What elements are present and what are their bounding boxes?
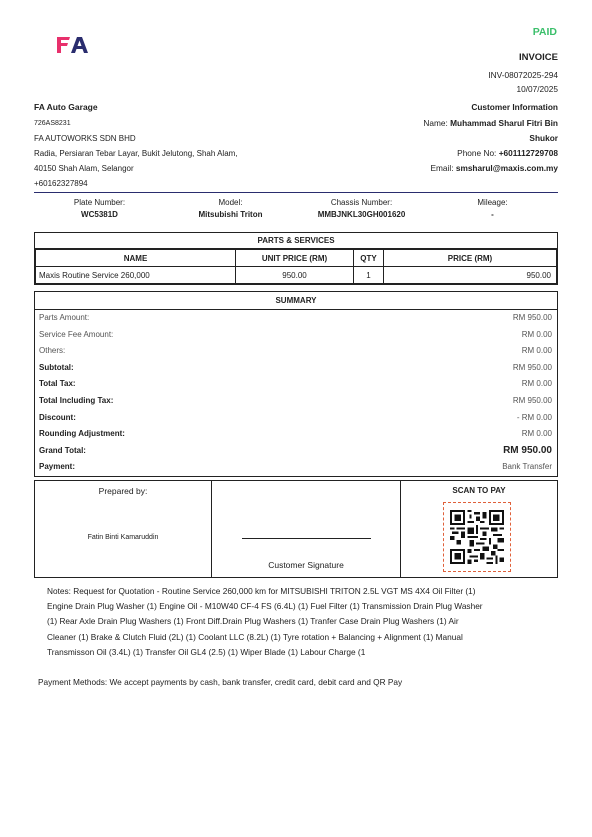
mileage-value: - bbox=[491, 210, 494, 219]
payment-methods: Payment Methods: We accept payments by cash, bank transfer, credit card, debit card and QR Pay bbox=[38, 677, 403, 687]
chassis-value: MMBJNKL30GH001620 bbox=[317, 210, 406, 219]
subtotal-value: RM 950.00 bbox=[512, 362, 552, 372]
service-fee-label: Service Fee Amount: bbox=[39, 329, 114, 339]
discount-label: Discount: bbox=[39, 412, 76, 422]
item-price: 950.00 bbox=[384, 267, 557, 284]
paid-status-badge: PAID bbox=[532, 26, 557, 38]
others-value: RM 0.00 bbox=[521, 346, 552, 356]
item-qty: 1 bbox=[354, 267, 384, 284]
signature-section bbox=[34, 480, 558, 578]
parts-caption: PARTS & SERVICES bbox=[35, 233, 557, 249]
others-label: Others: bbox=[39, 346, 66, 356]
item-name: Maxis Routine Service 260,000 bbox=[36, 267, 236, 284]
customer-name-row bbox=[318, 116, 558, 131]
col-header-name: NAME bbox=[36, 250, 236, 267]
summary-row-discount bbox=[35, 410, 557, 427]
notes-line-2: Engine Drain Plug Washer (1) Engine Oil - M10W40 CF-4 FS (6.4L) (1) Fuel Filter (1) Transmission Drain Plug Washer bbox=[47, 601, 483, 612]
model-cell bbox=[165, 197, 296, 221]
col-header-qty: QTY bbox=[354, 250, 384, 267]
chassis-label: Chassis Number: bbox=[330, 198, 393, 207]
customer-name-line-2: Shukor bbox=[529, 133, 558, 143]
company-info bbox=[34, 101, 324, 191]
scan-to-pay-label: SCAN TO PAY bbox=[452, 486, 506, 495]
invoice-title: INVOICE bbox=[518, 52, 558, 63]
total-tax-value: RM 0.00 bbox=[521, 379, 552, 389]
table-row bbox=[36, 267, 557, 284]
company-legal-name: FA AUTOWORKS SDN BHD bbox=[34, 134, 136, 143]
rounding-value: RM 0.00 bbox=[521, 429, 552, 439]
plate-label: Plate Number: bbox=[73, 198, 126, 207]
customer-name: Muhammad Sharul Fitri Bin bbox=[450, 118, 558, 128]
parts-services-table bbox=[34, 232, 558, 285]
customer-signature-cell bbox=[212, 481, 401, 577]
customer-info bbox=[318, 101, 558, 176]
mileage-cell bbox=[427, 197, 558, 221]
customer-name-label: Name: bbox=[423, 118, 448, 128]
company-name: FA Auto Garage bbox=[34, 102, 98, 112]
parts-amount-value: RM 950.00 bbox=[512, 313, 552, 322]
scan-to-pay-cell bbox=[401, 481, 557, 577]
summary-row-total-incl-tax bbox=[35, 393, 557, 410]
plate-value: WC5381D bbox=[81, 210, 118, 219]
invoice-notes bbox=[47, 584, 562, 660]
total-incl-tax-value: RM 950.00 bbox=[512, 395, 552, 405]
qr-code-frame[interactable] bbox=[443, 502, 511, 572]
notes-line-3: (1) Rear Axle Drain Plug Washers (1) Front Diff.Drain Plug Washers (1) Tranfer Case Drain Plug Washers (1) Air bbox=[47, 616, 459, 627]
parts-amount-label: Parts Amount: bbox=[39, 313, 90, 322]
discount-value: - RM 0.00 bbox=[516, 412, 552, 422]
summary-row-others bbox=[35, 343, 557, 360]
invoice-header bbox=[488, 52, 558, 96]
customer-signature-label: Customer Signature bbox=[268, 560, 344, 570]
notes-line-5: Transmisson Oil (3.4L) (1) Transfer Oil GL4 (2.5) (1) Wiper Blade (1) Labour Charge (1 bbox=[47, 646, 366, 657]
chassis-cell bbox=[296, 197, 427, 221]
item-unit-price: 950.00 bbox=[236, 267, 354, 284]
plate-cell bbox=[34, 197, 165, 221]
model-label: Model: bbox=[218, 198, 243, 207]
prepared-by-label: Prepared by: bbox=[98, 486, 148, 496]
invoice-number: INV-08072025-294 bbox=[488, 70, 558, 80]
summary-row-parts bbox=[35, 310, 557, 327]
col-header-price: PRICE (RM) bbox=[384, 250, 557, 267]
rounding-label: Rounding Adjustment: bbox=[39, 429, 125, 439]
service-fee-value: RM 0.00 bbox=[521, 329, 552, 339]
notes-line-4: Cleaner (1) Brake & Clutch Fluid (2L) (1) Coolant LLC (8.2L) (1) Tyre rotation + Balancing + Alignment (1) Manual bbox=[47, 631, 463, 642]
company-address-2: 40150 Shah Alam, Selangor bbox=[34, 164, 134, 173]
customer-info-heading: Customer Information bbox=[471, 102, 558, 112]
customer-phone-label: Phone No: bbox=[457, 148, 497, 158]
grand-total-value: RM 950.00 bbox=[503, 444, 552, 456]
prepared-by-cell bbox=[35, 481, 212, 577]
customer-email-label: Email: bbox=[430, 163, 454, 173]
summary-row-service-fee bbox=[35, 327, 557, 344]
customer-email-row bbox=[318, 161, 558, 176]
company-logo bbox=[57, 36, 91, 54]
customer-email: smsharul@maxis.com.my bbox=[455, 163, 558, 173]
customer-phone-row bbox=[318, 146, 558, 161]
payment-value: Bank Transfer bbox=[502, 462, 552, 472]
summary-box bbox=[34, 291, 558, 477]
summary-row-payment bbox=[35, 459, 557, 476]
summary-row-grand-total bbox=[35, 443, 557, 460]
summary-caption: SUMMARY bbox=[35, 292, 557, 310]
prepared-by-name: Fatin Binti Kamaruddin bbox=[87, 534, 159, 541]
customer-name-cont bbox=[318, 131, 558, 146]
total-tax-label: Total Tax: bbox=[39, 379, 76, 389]
summary-row-rounding bbox=[35, 426, 557, 443]
company-phone: +60162327894 bbox=[34, 179, 88, 188]
subtotal-label: Subtotal: bbox=[39, 362, 74, 372]
payment-label: Payment: bbox=[39, 462, 76, 472]
total-incl-tax-label: Total Including Tax: bbox=[39, 395, 114, 405]
mileage-label: Mileage: bbox=[477, 198, 508, 207]
grand-total-label: Grand Total: bbox=[39, 445, 86, 455]
summary-row-total-tax bbox=[35, 376, 557, 393]
notes-line-1: Notes: Request for Quotation - Routine Service 260,000 km for MITSUBISHI TRITON 2.5L VGT MS 4X4 Oil Filter (1) bbox=[47, 586, 476, 596]
vehicle-info bbox=[34, 192, 558, 221]
customer-phone: +601112729708 bbox=[498, 148, 558, 158]
signature-line bbox=[242, 538, 371, 539]
company-address-1: Radia, Persiaran Tebar Layar, Bukit Jelutong, Shah Alam, bbox=[34, 149, 238, 158]
col-header-unit-price: UNIT PRICE (RM) bbox=[236, 250, 354, 267]
company-reg-no: 726AS8231 bbox=[34, 120, 71, 127]
invoice-date: 10/07/2025 bbox=[516, 84, 558, 94]
qr-code bbox=[450, 509, 504, 565]
summary-row-subtotal bbox=[35, 360, 557, 377]
model-value: Mitsubishi Triton bbox=[198, 210, 263, 219]
